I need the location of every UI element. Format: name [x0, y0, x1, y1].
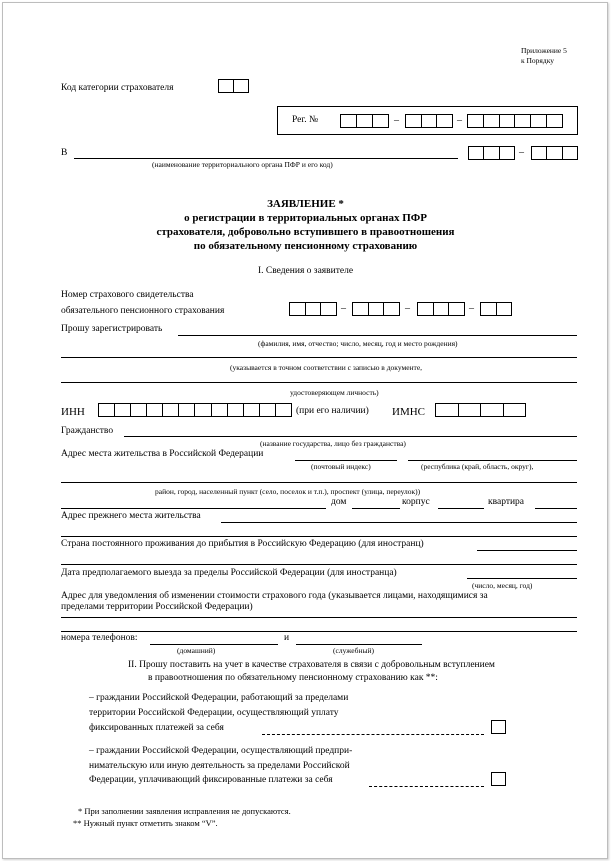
to-organ-field[interactable] — [74, 158, 458, 159]
appendix-line1: Приложение 5 — [521, 46, 567, 55]
postal-caption: (почтовый индекс) — [311, 462, 371, 471]
doc-caption-1: (указывается в точном соответствии с записью в документе, — [230, 363, 423, 372]
reg-number-part3[interactable] — [467, 114, 563, 128]
prev-address-field[interactable] — [221, 522, 577, 523]
organ-code-part1[interactable] — [468, 146, 515, 160]
leader-dots — [262, 734, 484, 735]
country-field-2[interactable] — [61, 564, 577, 565]
section1-heading: I. Сведения о заявителе — [257, 266, 354, 276]
dash: – — [341, 303, 346, 314]
notify-field[interactable] — [61, 617, 577, 618]
form-subtitle-3: по обязательному пенсионному страхованию — [193, 240, 418, 252]
form-subtitle-2: страхователя, добровольно вступившего в правоотношения — [156, 226, 455, 238]
option1-line1: – граждании Российской Федерации, работающий за пределами — [89, 693, 349, 703]
work-phone-field[interactable] — [296, 644, 422, 645]
flat-field[interactable] — [535, 508, 577, 509]
region-field[interactable] — [408, 460, 577, 461]
category-code-boxes[interactable] — [218, 79, 249, 93]
address-field-2[interactable] — [61, 482, 577, 483]
appendix-line2: к Порядку — [521, 56, 554, 65]
dash: – — [405, 303, 410, 314]
home-caption: (домашний) — [177, 646, 216, 655]
inn-label: ИНН — [61, 406, 85, 418]
dash: – — [394, 115, 399, 126]
option2-line3: Федерации, уплачивающий фиксированные платежи за себя — [89, 775, 333, 785]
option2-checkbox[interactable] — [491, 772, 506, 786]
name-field-3[interactable] — [61, 382, 577, 383]
leader-dots — [369, 786, 484, 787]
imns-boxes[interactable] — [435, 403, 526, 417]
country-label: Страна постоянного проживания до прибытия в Российскую Федерацию (для иностранц) — [61, 539, 424, 549]
cert-label-2: обязательного пенсионного страхования — [61, 306, 225, 316]
option1-line2: территории Российской Федерации, осуществляющий уплату — [89, 708, 339, 718]
name-caption: (фамилия, имя, отчество; число, месяц, год и место рождения) — [258, 339, 458, 348]
register-field[interactable] — [178, 335, 577, 336]
work-caption: (служебный) — [333, 646, 375, 655]
option1-checkbox[interactable] — [491, 720, 506, 734]
citizenship-label: Гражданство — [61, 426, 114, 436]
to-caption: (наименование территориального органа ПФР и его код) — [152, 160, 333, 169]
form-subtitle-1: о регистрации в территориальных органах ПФР — [184, 212, 427, 224]
reg-number-label: Рег. № — [292, 115, 319, 125]
street-field[interactable] — [61, 508, 326, 509]
dash: – — [519, 147, 524, 158]
section2-heading-1: II. Прошу поставить на учет в качестве страхователя в связи с добровольным вступлением — [128, 660, 495, 670]
house-label: дом — [331, 497, 347, 507]
organ-code-part2[interactable] — [531, 146, 578, 160]
district-caption: район, город, населенный пункт (село, поселок и т.п.), проспект (улица, переулок)) — [155, 487, 421, 496]
departure-label: Дата предполагаемого выезда за пределы Российской Федерации (для иностранца) — [61, 568, 397, 578]
cert-label-1: Номер страхового свидетельства — [61, 290, 194, 300]
date-caption: (число, месяц, год) — [472, 581, 533, 590]
reg-number-part1[interactable] — [340, 114, 389, 128]
cert-number-part2[interactable] — [352, 302, 400, 316]
flat-label: квартира — [488, 497, 525, 507]
name-field-2[interactable] — [61, 357, 577, 358]
building-field[interactable] — [438, 508, 484, 509]
country-field[interactable] — [477, 550, 577, 551]
option1-line3: фиксированных платежей за себя — [89, 723, 224, 733]
category-code-label: Код категории страхователя — [61, 83, 174, 93]
footnote-2: ** Нужный пункт отметить знаком “V”. — [73, 818, 218, 828]
address-label: Адрес места жительства в Российской Федерации — [61, 449, 264, 459]
option2-line2: нимательскую или иную деятельность за пределами Российской — [89, 761, 350, 771]
phones-label: номера телефонов: — [61, 633, 138, 643]
building-label: корпус — [402, 497, 430, 507]
inn-note: (при его наличии) — [296, 406, 369, 416]
citizenship-field[interactable] — [124, 436, 577, 437]
inn-boxes[interactable] — [98, 403, 292, 417]
notify-label-1: Адрес для уведомления об изменении стоимости страхового года (указывается лицами, находящимися за — [61, 591, 488, 601]
home-phone-field[interactable] — [150, 644, 278, 645]
house-field[interactable] — [352, 508, 400, 509]
citizenship-caption: (название государства, лицо без гражданства) — [260, 439, 406, 448]
to-label: В — [61, 148, 68, 158]
form-title: ЗАЯВЛЕНИЕ * — [267, 198, 344, 210]
dash: – — [469, 303, 474, 314]
prev-address-field-2[interactable] — [61, 536, 577, 537]
notify-label-2: пределами территории Российской Федерации) — [61, 602, 253, 612]
region-caption: (республика (край, область, округ), — [421, 462, 534, 471]
and-label: и — [284, 633, 290, 643]
option2-line1: – граждании Российской Федерации, осуществляющий предпри- — [89, 746, 353, 756]
doc-caption-2: удостоверяющем личность) — [290, 388, 379, 397]
cert-number-part3[interactable] — [417, 302, 465, 316]
section2-heading-2: в правоотношения по обязательному пенсионному страхованию как **: — [148, 673, 438, 683]
prev-address-label: Адрес прежнего места жительства — [61, 511, 201, 521]
departure-date-field[interactable] — [467, 578, 577, 579]
cert-number-part4[interactable] — [480, 302, 512, 316]
reg-number-part2[interactable] — [405, 114, 453, 128]
postal-field[interactable] — [295, 460, 397, 461]
notify-field-2[interactable] — [61, 631, 577, 632]
cert-number-part1[interactable] — [289, 302, 337, 316]
footnote-1: * При заполнении заявления исправления не допускаются. — [78, 806, 291, 816]
imns-label: ИМНС — [392, 406, 426, 418]
dash: – — [457, 115, 462, 126]
register-label: Прошу зарегистрировать — [61, 324, 163, 334]
